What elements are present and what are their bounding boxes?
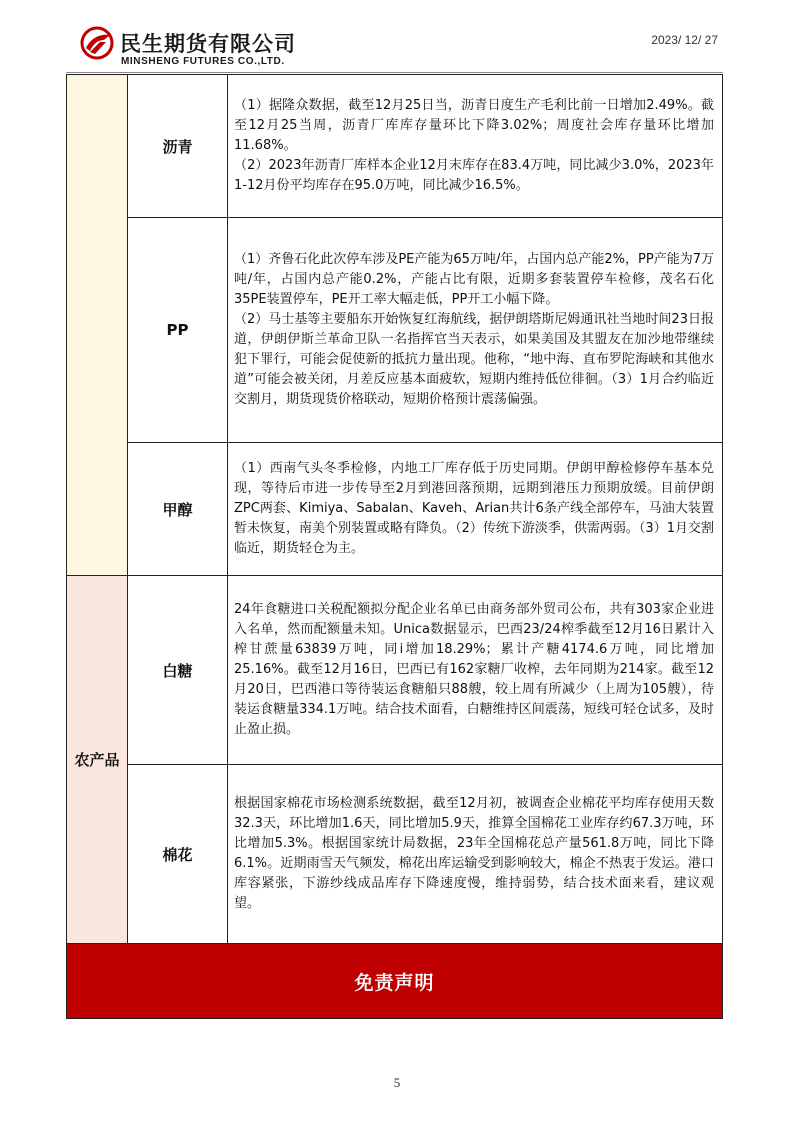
product-name: 棉花 (128, 765, 228, 944)
report-date: 2023/ 12/ 27 (651, 33, 718, 47)
commentary-paragraph: （2）马士基等主要船东开始恢复红海航线，据伊朗塔斯尼姆通讯社当地时间23日报道，伊朗伊斯兰革命卫队一名指挥官当天表示，如果美国及其盟友在加沙地带继续犯下罪行，可能会促使新的抵抗力量出现。他称，“地中海、直布罗陀海峡和其他水道”可能会被关闭，月差反应基本面疲软，短期内维持低位徘徊。（3）1月合约临近交割月，期货现货价格联动，短期价格预计震荡偏强。 (234, 312, 714, 407)
product-name: 白糖 (128, 576, 228, 765)
product-commentary (228, 765, 723, 944)
table-row (67, 576, 723, 765)
table-row (67, 218, 723, 443)
product-commentary (228, 443, 723, 576)
table-row (67, 765, 723, 944)
page-number: 5 (393, 1075, 401, 1090)
minsheng-logo-icon (80, 26, 114, 60)
product-name: 沥青 (128, 75, 228, 218)
header-divider (66, 72, 723, 73)
product-name: PP (128, 218, 228, 443)
sector-energy (67, 75, 128, 576)
sector-agri (67, 576, 128, 944)
company-name-cn: 民生期货有限公司 (120, 32, 296, 56)
commentary-paragraph: （1）西南气头冬季检修，内地工厂库存低于历史同期。伊朗甲醇检修停车基本兑现，等待后市进一步传导至2月到港回落预期，远期到港压力预期放缓。目前伊朗ZPC两套、Kimiya、Sabalan、Kaveh、Arian共计6条产线全部停车，马油大装置暂未恢复，南美个别装置或略有降负。（2）传统下游淡季，供需两弱。（3）1月交割临近，期货轻仓为主。 (234, 461, 714, 556)
commentary-paragraph: （1）据隆众数据，截至12月25日当，沥青日度生产毛利比前一日增加2.49%。截至12月25当周，沥青厂库库存量环比下降3.02%；周度社会库存量环比增加11.68%。 (234, 98, 714, 153)
product-commentary (228, 218, 723, 443)
product-commentary (228, 576, 723, 765)
product-commentary (228, 75, 723, 218)
commodity-table (66, 74, 723, 1019)
table-row (67, 944, 723, 1019)
commentary-paragraph: 24年食糖进口关税配额拟分配企业名单已由商务部外贸司公布，共有303家企业进入名单，然而配额量未知。Unica数据显示，巴西23/24榨季截至12月16日累计入榨甘蔗量63839万吨，同i增加18.29%；累计产糖4174.6万吨，同比增加25.16%。截至12月16日，巴西已有162家糖厂收榨，去年同期为214家。截至12月20日，巴西港口等待装运食糖船只88艘，较上周有所减少（上周为105艘），待装运食糖量334.1万吨。结合技术面看，白糖维持区间震荡，短线可轻仓试多，及时止盈止损。 (234, 602, 714, 737)
commentary-paragraph: （2）2023年沥青厂库样本企业12月末库存在83.4万吨，同比减少3.0%，2023年1-12月份平均库存在95.0万吨，同比减少16.5%。 (234, 158, 714, 193)
page-header (0, 0, 794, 75)
commentary-paragraph: （1）齐鲁石化此次停车涉及PE产能为65万吨/年，占国内总产能2%，PP产能为7万吨/年，占国内总产能0.2%，产能占比有限，近期多套装置停车检修，茂名石化35PE装置停车，PE开工率大幅走低，PP开工小幅下降。 (234, 252, 714, 307)
disclaimer-banner: 免责声明 (67, 944, 723, 1019)
company-name-en: MINSHENG FUTURES CO.,LTD. (121, 56, 285, 67)
table-row (67, 443, 723, 576)
product-name: 甲醇 (128, 443, 228, 576)
commentary-paragraph: 根据国家棉花市场检测系统数据，截至12月初，被调查企业棉花平均库存使用天数32.3天，环比增加1.6天，同比增加5.9天，推算全国棉花工业库存约67.3万吨，环比增加5.3%。根据国家统计局数据，23年全国棉花总产量561.8万吨，同比下降6.1%。近期雨雪天气频发，棉花出库运输受到影响较大，棉企不热衷于发运。港口库容紧张，下游纱线成品库存下降速度慢，维持弱势，结合技术面来看，建议观望。 (234, 796, 714, 911)
table-row (67, 75, 723, 218)
sector-label: 农产品 (74, 751, 120, 769)
